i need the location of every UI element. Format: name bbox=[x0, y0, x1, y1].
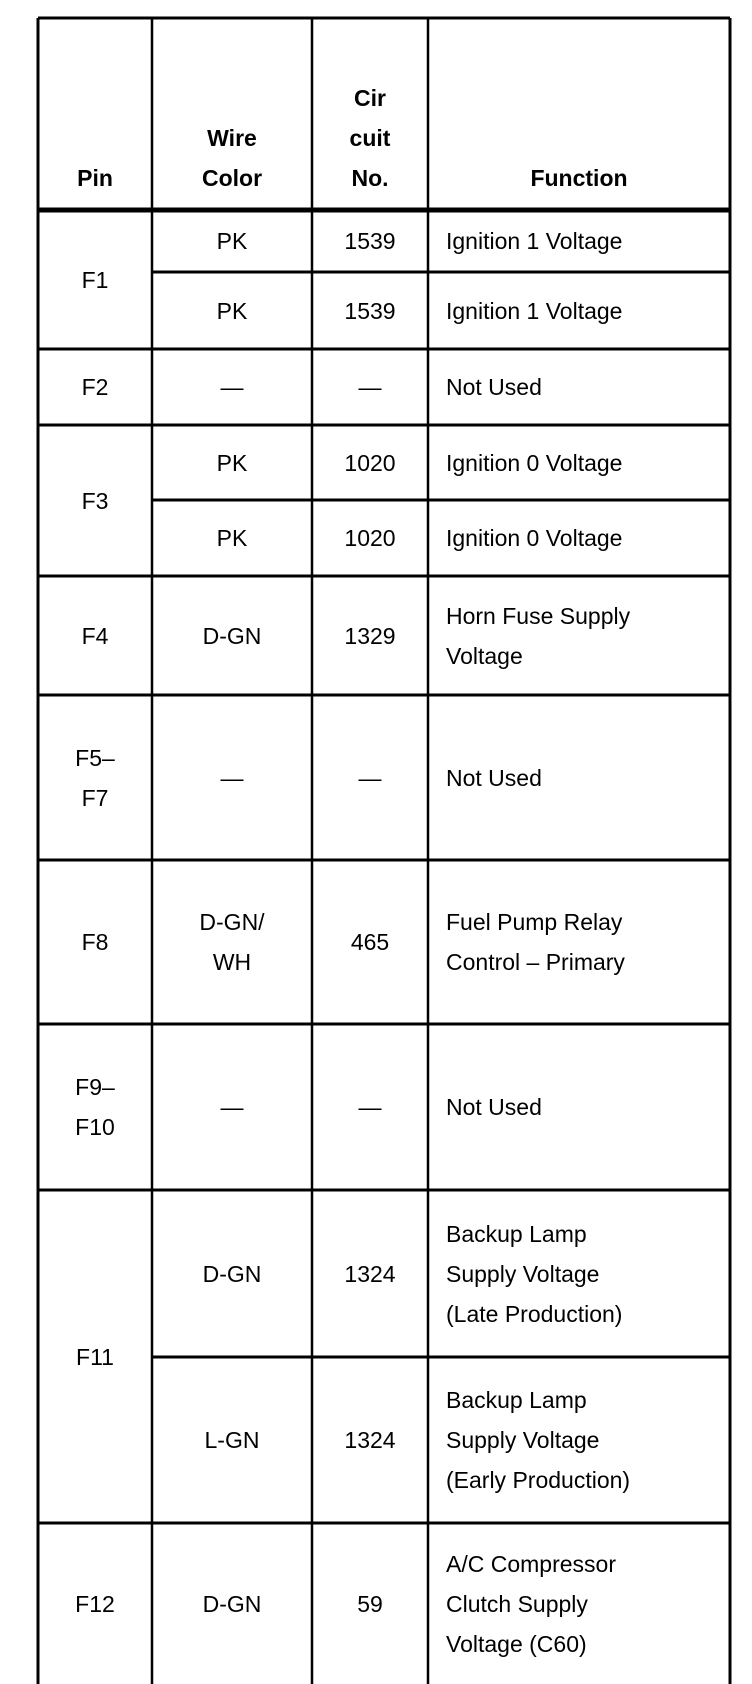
cell-pin bbox=[38, 367, 152, 407]
cell-function bbox=[446, 1544, 726, 1664]
header-function bbox=[428, 158, 730, 198]
cell-function bbox=[446, 902, 726, 982]
cell-function-line: Clutch Supply bbox=[446, 1591, 588, 1617]
cell-wire-color-line: D-GN bbox=[202, 1591, 262, 1617]
cell-pin-line: F7 bbox=[81, 784, 109, 811]
header-circuit-no-line: No. bbox=[351, 165, 389, 191]
cell-function-line: Supply Voltage bbox=[446, 1260, 600, 1287]
cell-circuit-no bbox=[312, 1254, 428, 1294]
cell-wire-color-line: D-GN/ bbox=[199, 909, 265, 935]
cell-wire-color bbox=[152, 221, 312, 261]
header-pin-line: Pin bbox=[77, 165, 113, 191]
cell-function-line: A/C Compressor bbox=[446, 1551, 616, 1577]
cell-function bbox=[446, 1087, 726, 1127]
cell-pin-line: F1 bbox=[81, 266, 109, 293]
cell-function-line: Horn Fuse Supply bbox=[446, 602, 631, 629]
cell-pin-line: F12 bbox=[75, 1591, 115, 1617]
cell-wire-color bbox=[152, 616, 312, 656]
cell-function bbox=[446, 758, 726, 798]
cell-wire-color bbox=[152, 758, 312, 798]
cell-wire-color bbox=[152, 1254, 312, 1294]
cell-function bbox=[446, 518, 726, 558]
cell-circuit-no-line: 1539 bbox=[344, 297, 396, 324]
cell-function-line: Control – Primary bbox=[446, 949, 625, 975]
cell-circuit-no bbox=[312, 1584, 428, 1624]
cell-function-line: Ignition 0 Voltage bbox=[446, 449, 623, 476]
cell-function-line: Ignition 1 Voltage bbox=[446, 228, 623, 254]
cell-function-line: Voltage (C60) bbox=[446, 1631, 587, 1657]
cell-wire-color-line: PK bbox=[216, 525, 248, 551]
cell-circuit-no bbox=[312, 221, 428, 261]
header-wire-color-line: Wire bbox=[207, 125, 257, 151]
cell-function-line: Ignition 0 Voltage bbox=[446, 525, 623, 551]
cell-function bbox=[446, 1380, 726, 1500]
cell-pin bbox=[38, 1337, 152, 1377]
cell-pin bbox=[38, 922, 152, 962]
header-circuit-no bbox=[312, 78, 428, 198]
cell-pin-line: F4 bbox=[81, 622, 109, 649]
cell-circuit-no bbox=[312, 616, 428, 656]
cell-wire-color-line: PK bbox=[216, 228, 248, 254]
cell-function-line: (Early Production) bbox=[446, 1467, 631, 1493]
cell-wire-color-line: L-GN bbox=[204, 1427, 260, 1453]
cell-pin bbox=[38, 260, 152, 300]
cell-function-line: Supply Voltage bbox=[446, 1427, 600, 1453]
cell-wire-color bbox=[152, 1420, 312, 1460]
cell-circuit-no-line: 1539 bbox=[344, 228, 396, 254]
cell-circuit-no-line: 465 bbox=[350, 929, 390, 955]
header-wire-color bbox=[152, 118, 312, 198]
cell-wire-color bbox=[152, 367, 312, 407]
cell-wire-color-line: PK bbox=[216, 449, 248, 476]
cell-wire-color-line: D-GN bbox=[202, 1260, 262, 1287]
cell-circuit-no bbox=[312, 1087, 428, 1127]
cell-pin bbox=[38, 481, 152, 521]
cell-function bbox=[446, 291, 726, 331]
cell-pin-line: F5– bbox=[75, 744, 115, 771]
cell-wire-color-line: — bbox=[220, 1094, 244, 1120]
cell-circuit-no-line: 59 bbox=[357, 1591, 383, 1617]
cell-circuit-no bbox=[312, 922, 428, 962]
cell-circuit-no-line: 1324 bbox=[344, 1427, 396, 1453]
cell-wire-color bbox=[152, 518, 312, 558]
cell-wire-color bbox=[152, 1584, 312, 1624]
cell-wire-color-line: WH bbox=[212, 949, 252, 975]
cell-circuit-no bbox=[312, 367, 428, 407]
header-wire-color-line: Color bbox=[201, 165, 263, 191]
cell-function-line: Backup Lamp bbox=[446, 1387, 587, 1413]
cell-circuit-no-line: — bbox=[358, 1094, 382, 1120]
cell-pin bbox=[38, 616, 152, 656]
cell-wire-color bbox=[152, 291, 312, 331]
cell-function bbox=[446, 443, 726, 483]
cell-circuit-no-line: 1020 bbox=[344, 449, 396, 476]
cell-wire-color-line: PK bbox=[216, 297, 248, 324]
cell-function-line: Fuel Pump Relay bbox=[446, 909, 623, 935]
cell-function-line: Backup Lamp bbox=[446, 1220, 587, 1247]
cell-circuit-no bbox=[312, 291, 428, 331]
cell-wire-color-line: — bbox=[220, 764, 244, 791]
header-circuit-no-line: cuit bbox=[349, 125, 391, 151]
header-circuit-no-line: Cir bbox=[354, 85, 386, 111]
cell-function-line: Not Used bbox=[446, 764, 542, 791]
cell-function-line: Not Used bbox=[446, 374, 542, 400]
cell-circuit-no bbox=[312, 758, 428, 798]
cell-pin-line: F8 bbox=[81, 929, 109, 955]
cell-wire-color-line: D-GN bbox=[202, 622, 262, 649]
cell-circuit-no-line: 1324 bbox=[344, 1260, 396, 1287]
cell-circuit-no bbox=[312, 518, 428, 558]
cell-function bbox=[446, 221, 726, 261]
cell-circuit-no-line: 1329 bbox=[344, 622, 396, 649]
cell-function-line: Not Used bbox=[446, 1094, 542, 1120]
cell-wire-color bbox=[152, 443, 312, 483]
header-pin bbox=[38, 158, 152, 198]
cell-circuit-no bbox=[312, 1420, 428, 1460]
cell-circuit-no-line: — bbox=[358, 764, 382, 791]
cell-pin bbox=[38, 1067, 152, 1147]
cell-function bbox=[446, 367, 726, 407]
cell-pin-line: F2 bbox=[81, 374, 109, 400]
cell-wire-color bbox=[152, 1087, 312, 1127]
cell-circuit-no-line: — bbox=[358, 374, 382, 400]
cell-pin-line: F10 bbox=[75, 1114, 115, 1140]
cell-function bbox=[446, 1214, 726, 1334]
cell-wire-color-line: — bbox=[220, 374, 244, 400]
cell-wire-color bbox=[152, 902, 312, 982]
cell-function bbox=[446, 596, 726, 676]
cell-circuit-no-line: 1020 bbox=[344, 525, 396, 551]
cell-function-line: Ignition 1 Voltage bbox=[446, 297, 623, 324]
cell-function-line: Voltage bbox=[446, 642, 523, 669]
cell-pin bbox=[38, 738, 152, 818]
cell-pin-line: F9– bbox=[75, 1074, 115, 1100]
cell-pin-line: F3 bbox=[81, 487, 109, 514]
cell-pin bbox=[38, 1584, 152, 1624]
cell-circuit-no bbox=[312, 443, 428, 483]
cell-function-line: (Late Production) bbox=[446, 1300, 623, 1327]
cell-pin-line: F11 bbox=[76, 1343, 114, 1370]
header-function-line: Function bbox=[530, 165, 628, 191]
